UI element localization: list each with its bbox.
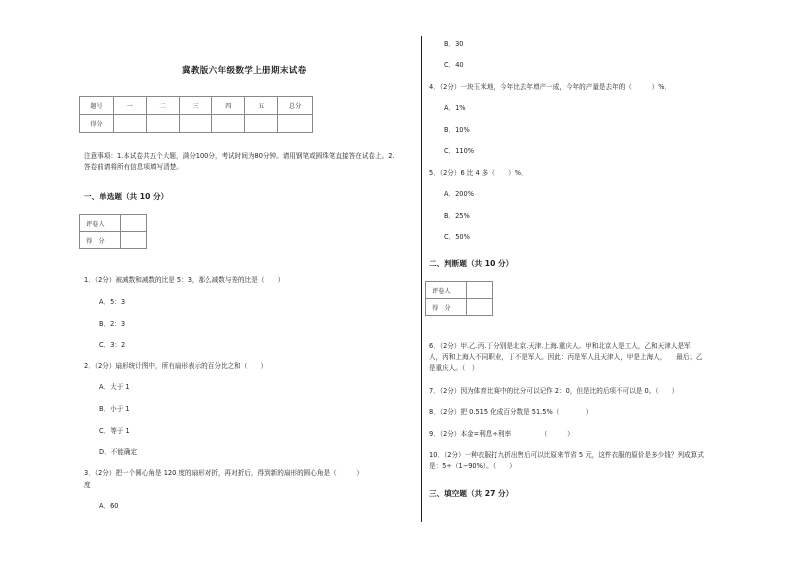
score-cell bbox=[278, 115, 313, 133]
question-10-line-1: 10．（2分）一种衣服打九折出售后可以比原来节省 5 元，这件衣服的原价是多少钱？列成算式 bbox=[429, 451, 704, 459]
question-3-option: C．40 bbox=[444, 61, 464, 69]
question-6-line-2: 人，丙和上海人不同职业，丁不是军人。因此：丙是军人且天津人，甲是上海人， 最后；乙 bbox=[429, 353, 703, 361]
question-4-option: A．1% bbox=[444, 104, 466, 112]
grader-label: 评卷人 bbox=[426, 282, 467, 299]
score-header-cell: 五 bbox=[245, 97, 278, 115]
column-divider bbox=[421, 36, 422, 522]
question-5-option: A．200% bbox=[444, 190, 474, 198]
section-heading-single-choice: 一、单选题（共 10 分） bbox=[84, 192, 169, 201]
question-9: 9．（2分）本金=利息÷利率 （ ） bbox=[429, 430, 574, 438]
question-1-option: A．5：3 bbox=[99, 298, 126, 306]
question-5-option: B．25% bbox=[444, 212, 470, 220]
notice-line-1: 注意事项：1.本试卷共五个大题，满分100分，考试时间为80分钟。请用钢笔或圆珠笔直接答在试卷上。2. bbox=[84, 152, 395, 160]
score-cell bbox=[121, 232, 147, 249]
score-header-cell: 一 bbox=[113, 97, 146, 115]
question-5-stem: 5．（2分）6 比 4 多（ ）%． bbox=[429, 169, 528, 177]
score-header-cell: 题号 bbox=[80, 97, 114, 115]
grader-table bbox=[425, 281, 493, 316]
question-3-stem: 3．（2分）把一个圆心角是 120 度的扇形对折，再对折后，得到新的扇形的圆心角是（ ） bbox=[84, 469, 364, 477]
question-2-stem: 2．（2分）扇形统计图中，所有扇形表示的百分比之和（ ） bbox=[84, 362, 268, 370]
score-header-cell: 二 bbox=[146, 97, 179, 115]
grader-table bbox=[79, 214, 147, 249]
score-cell bbox=[146, 115, 179, 133]
question-2-option: A．大于 1 bbox=[99, 383, 130, 391]
question-3-option: B．30 bbox=[444, 40, 464, 48]
score-header-cell: 三 bbox=[179, 97, 212, 115]
grader-label: 评卷人 bbox=[80, 215, 121, 232]
question-10-line-2: 是：5÷（1−90%）。（ ） bbox=[429, 462, 516, 470]
question-2-option: D．不能确定 bbox=[99, 448, 138, 456]
question-6-line-3: 是重庆人。（ ） bbox=[429, 364, 479, 372]
question-1-stem: 1．（2分）被减数和减数的比是 5：3，那么减数与差的比是（ ） bbox=[84, 276, 285, 284]
score-header-cell: 总分 bbox=[278, 97, 313, 115]
section-heading-true-false: 二、判断题（共 10 分） bbox=[429, 259, 514, 268]
score-table bbox=[79, 96, 313, 133]
score-table-header-row bbox=[80, 97, 313, 115]
question-3-option: A．60 bbox=[99, 502, 119, 510]
section-heading-fill-blank: 三、填空题（共 27 分） bbox=[429, 489, 514, 498]
score-cell bbox=[467, 299, 493, 316]
score-header-cell: 四 bbox=[212, 97, 245, 115]
question-3-stem-continued: 度 bbox=[84, 481, 91, 489]
score-cell bbox=[245, 115, 278, 133]
grader-cell bbox=[467, 282, 493, 299]
question-2-option: B．小于 1 bbox=[99, 405, 130, 413]
score-cell bbox=[179, 115, 212, 133]
question-1-option: B．2：3 bbox=[99, 320, 126, 328]
question-8: 8．（2分）把 0.515 化成百分数是 51.5%（ ） bbox=[429, 408, 593, 416]
score-label: 得 分 bbox=[426, 299, 467, 316]
notice-line-2: 答卷前请将所有信息项填写清楚。 bbox=[84, 163, 183, 171]
grader-cell bbox=[121, 215, 147, 232]
page-title: 冀教版六年级数学上册期末试卷 bbox=[182, 66, 307, 76]
question-2-option: C．等于 1 bbox=[99, 427, 130, 435]
question-4-stem: 4．（2分）一块玉米地，今年比去年增产一成，今年的产量是去年的（ ）%． bbox=[429, 83, 672, 91]
question-7: 7．（2分）因为体育比赛中的比分可以记作 2：0，但是比的后项不可以是 0。（ ） bbox=[429, 387, 679, 395]
score-table-score-row bbox=[80, 115, 313, 133]
question-6-line-1: 6．（2分）甲.乙.丙.丁分别是北京.天津.上海.重庆人。甲和北京人是工人，乙和天津人是军 bbox=[429, 342, 691, 350]
question-4-option: B．10% bbox=[444, 126, 470, 134]
score-cell bbox=[212, 115, 245, 133]
score-row-label: 得分 bbox=[80, 115, 114, 133]
question-5-option: C．50% bbox=[444, 233, 470, 241]
question-1-option: C．3：2 bbox=[99, 341, 126, 349]
score-cell bbox=[113, 115, 146, 133]
score-label: 得 分 bbox=[80, 232, 121, 249]
question-4-option: C．110% bbox=[444, 147, 475, 155]
